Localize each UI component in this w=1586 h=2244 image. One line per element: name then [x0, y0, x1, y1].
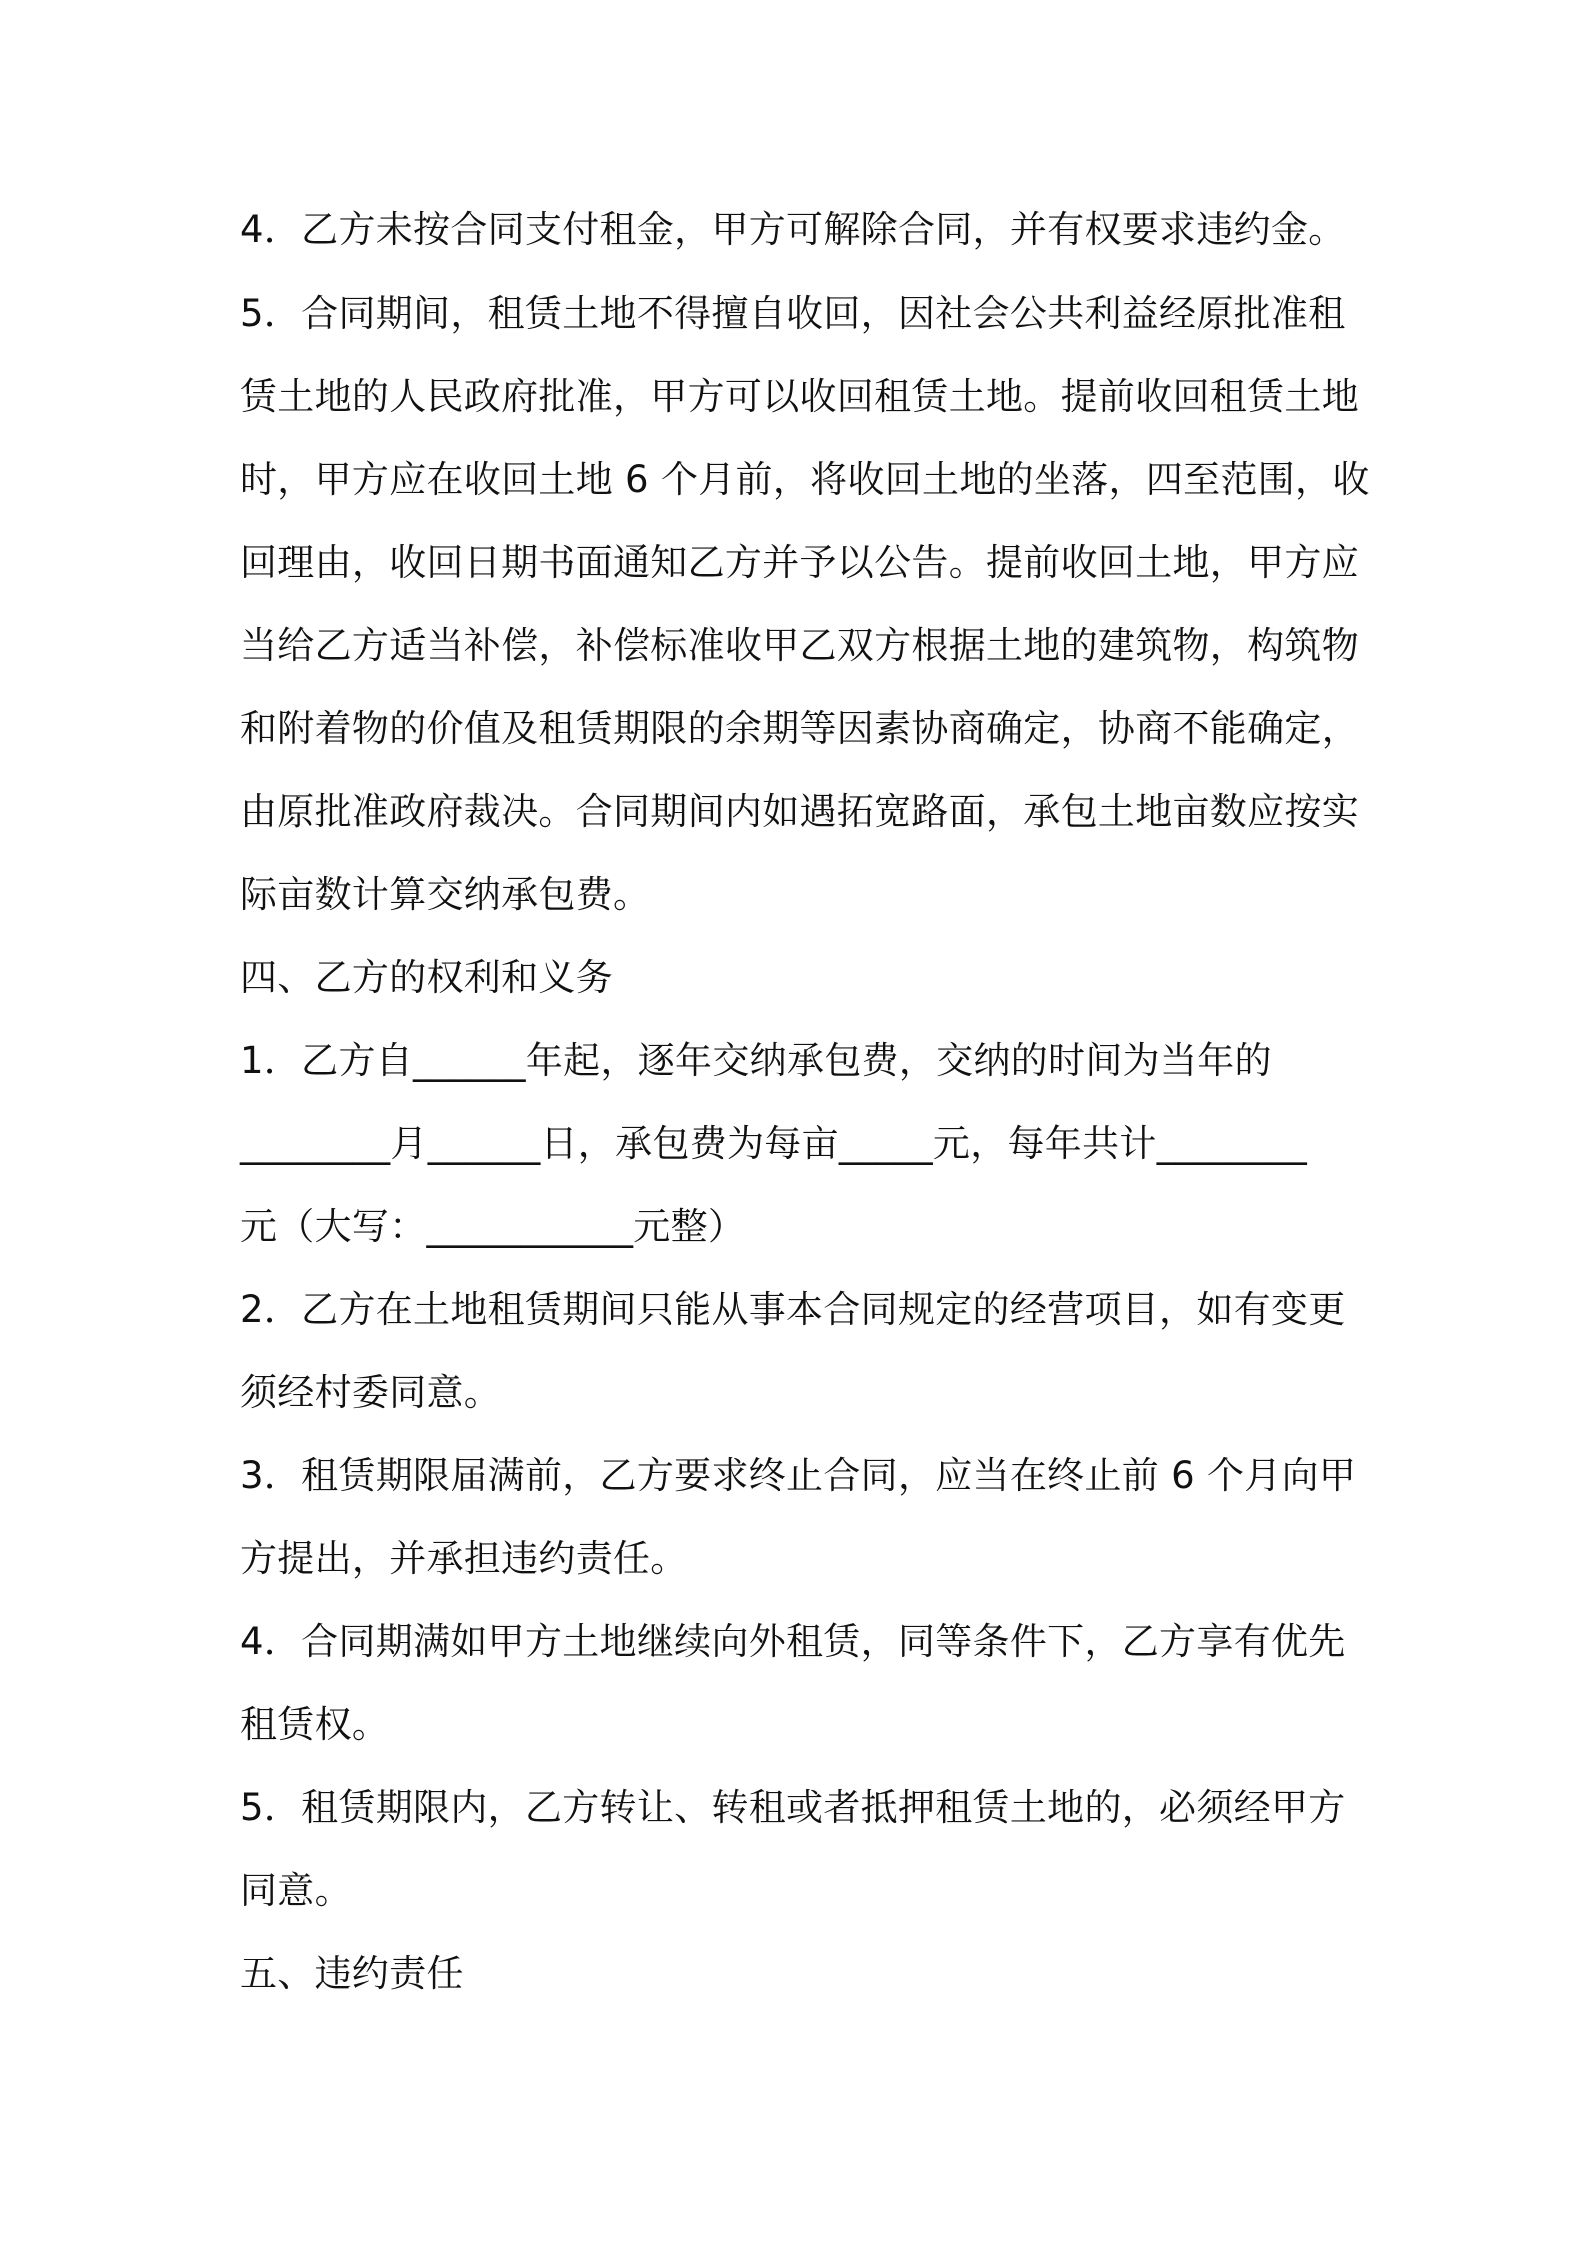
clause-5-land-recovery-line-7: 由原批准政府裁决。合同期间内如遇拓宽路面，承包土地亩数应按实 [240, 790, 1359, 833]
clause-1-fee-line-3: 元（大写：___________元整） [240, 1205, 746, 1248]
clause-4-priority-line-2: 租赁权。 [240, 1703, 390, 1746]
clause-5-land-recovery-line-6: 和附着物的价值及租赁期限的余期等因素协商确定，协商不能确定， [240, 707, 1359, 750]
clause-1-fee-line-2: ________月______日，承包费为每亩_____元，每年共计________ [240, 1122, 1308, 1165]
section-heading-party-b-rights: 四、乙方的权利和义务 [240, 956, 613, 999]
clause-5-land-recovery-line-8: 际亩数计算交纳承包费。 [240, 873, 651, 916]
clause-3-early-termination-line-2: 方提出，并承担违约责任。 [240, 1537, 688, 1580]
clause-4-priority-line-1: 4．合同期满如甲方土地继续向外租赁，同等条件下，乙方享有优先 [240, 1620, 1346, 1663]
clause-5-transfer-line-2: 同意。 [240, 1869, 352, 1912]
clause-4-termination-line-1: 4．乙方未按合同支付租金，甲方可解除合同，并有权要求违约金。 [240, 208, 1346, 251]
clause-1-fee-line-1: 1．乙方自______年起，逐年交纳承包费，交纳的时间为当年的 [240, 1039, 1272, 1082]
clause-5-land-recovery-line-5: 当给乙方适当补偿，补偿标准收甲乙双方根据土地的建筑物，构筑物 [240, 624, 1359, 667]
clause-5-land-recovery-line-2: 赁土地的人民政府批准，甲方可以收回租赁土地。提前收回租赁土地 [240, 375, 1359, 418]
clause-2-business-scope-line-2: 须经村委同意。 [240, 1371, 502, 1414]
clause-5-land-recovery-line-1: 5．合同期间，租赁土地不得擅自收回，因社会公共利益经原批准租 [240, 292, 1346, 335]
clause-3-early-termination-line-1: 3．租赁期限届满前，乙方要求终止合同，应当在终止前 6 个月向甲 [240, 1454, 1357, 1497]
clause-2-business-scope-line-1: 2．乙方在土地租赁期间只能从事本合同规定的经营项目，如有变更 [240, 1288, 1346, 1331]
clause-5-land-recovery-line-3: 时，甲方应在收回土地 6 个月前，将收回土地的坐落，四至范围，收 [240, 458, 1370, 501]
clause-5-transfer-line-1: 5．租赁期限内，乙方转让、转租或者抵押租赁土地的，必须经甲方 [240, 1786, 1346, 1829]
section-heading-liability: 五、违约责任 [240, 1952, 464, 1995]
clause-5-land-recovery-line-4: 回理由，收回日期书面通知乙方并予以公告。提前收回土地，甲方应 [240, 541, 1359, 584]
